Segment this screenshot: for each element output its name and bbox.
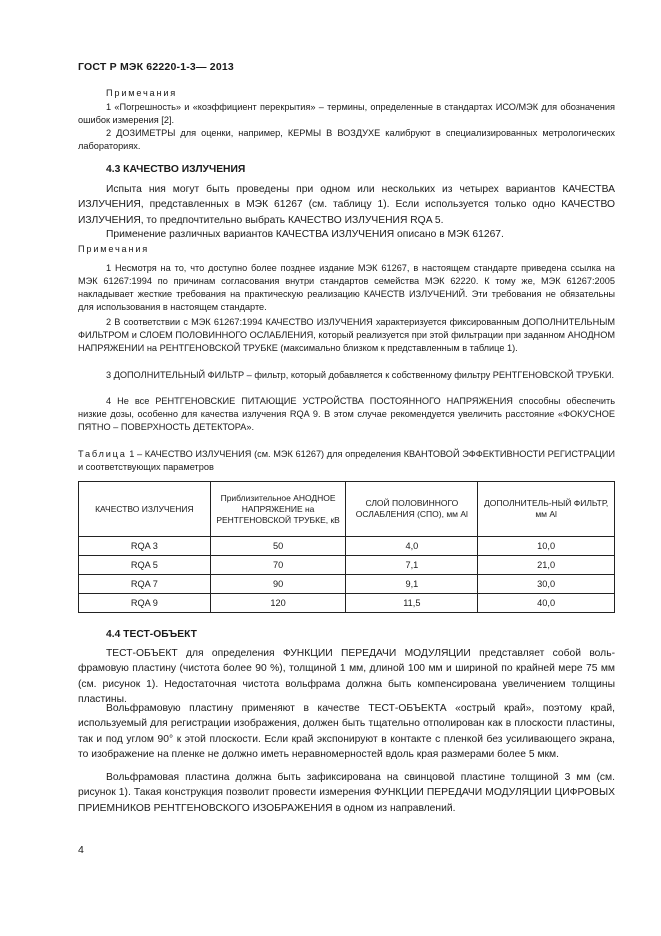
table-cell: 4,0 [346, 537, 478, 556]
radiation-quality-table [78, 481, 615, 613]
table-cell: 40,0 [478, 594, 615, 613]
table-header-row [79, 482, 615, 537]
note-item: 1 Несмотря на то, что доступно более позднее издание МЭК 61267, в настоящем стандарте приведена ссылка на МЭК 61267:1994 по причинам согласования внутри стандартов семейства МЭК 62220. К тому же, МЭК 61267:2005 накладывает жесткие требования на практическую реализацию КАЧЕСТВ ИЗЛУЧЕНИЙ. Эти требования не обязательны для использования в настоящем стандарте. [78, 263, 615, 312]
column-header: КАЧЕСТВО ИЗЛУЧЕНИЯ [79, 482, 211, 537]
section-heading: 4.4 ТЕСТ-ОБЪЕКТ [106, 629, 197, 640]
table-row [79, 594, 615, 613]
column-header: Приблизительное АНОДНОЕ НАПРЯЖЕНИЕ на РЕНТГЕНОВСКОЙ ТРУБКЕ, кВ [210, 482, 346, 537]
note-item: 4 Не все РЕНТГЕНОВСКИЕ ПИТАЮЩИЕ УСТРОЙСТВА ПОСТОЯННОГО НАПРЯЖЕНИЯ способны обеспечить низкие дозы, особенно для качества излучения RQA 9. В этом случае рекомендуется увеличить расстояние «ФОКУСНОЕ ПЯТНО – ПОВЕРХНОСТЬ ДЕТЕКТОРА». [78, 396, 615, 432]
table-cell: RQA 7 [79, 575, 211, 594]
table-cell: 11,5 [346, 594, 478, 613]
page-number: 4 [78, 844, 84, 856]
table-cell: 7,1 [346, 556, 478, 575]
table-row [79, 556, 615, 575]
paragraph: Применение различных вариантов КАЧЕСТВА ИЗЛУЧЕНИЯ описано в МЭК 61267. [106, 229, 504, 240]
table-caption-label: Таблица [78, 449, 127, 459]
table-caption-text: 1 – КАЧЕСТВО ИЗЛУЧЕНИЯ (см. МЭК 61267) для определения КВАНТОВОЙ ЭФФЕКТИВНОСТИ РЕГИСТРАЦИИ и соответствующих параметров [78, 449, 615, 472]
table-cell: 9,1 [346, 575, 478, 594]
table-cell: 21,0 [478, 556, 615, 575]
note-item: 2 В соответствии с МЭК 61267:1994 КАЧЕСТВО ИЗЛУЧЕНИЯ характеризуется фиксированным ДОПОЛНИТЕЛЬНЫМ ФИЛЬТРОМ и СЛОЕМ ПОЛОВИННОГО ОСЛАБЛЕНИЯ, который реализуется при этой фильтрации при заданном АНОДНОМ НАПРЯЖЕНИИ на РЕНТГЕНОВСКОЙ ТРУБКЕ (максимально близком к представленным в таблице 1). [78, 317, 615, 353]
table-cell: RQA 9 [79, 594, 211, 613]
notes-heading: Примечания [106, 88, 178, 98]
section-heading: 4.3 КАЧЕСТВО ИЗЛУЧЕНИЯ [106, 164, 246, 175]
notes-heading: Примечания [78, 244, 150, 254]
paragraph: ТЕСТ-ОБЪЕКТ для определения ФУНКЦИИ ПЕРЕДАЧИ МОДУЛЯЦИИ представляет собой вольфрамовую пластину (чистота более 90 %), толщиной 1 мм, длиной 100 мм и шириной по крайней мере 75 мм (см. рисунок 1). Недостаточная чистота вольфрама должна быть компенсирована увеличением толщины пластины. [78, 648, 615, 706]
paragraph: Вольфрамовую пластину применяют в качестве ТЕСТ-ОБЪЕКТА «острый край», поэтому край, используемый для регистрации изображения, должен быть тщательно отполирован как в плоскости пластины, так и под углом 90° к этой плоскости. Если край экспонируют в контакте с пленкой без усиливающего экрана, то изображение на пленке не должно иметь неравномерностей вдоль края размерами более 5 мкм. [78, 703, 615, 761]
table-cell: 50 [210, 537, 346, 556]
note-item: 1 «Погрешность» и «коэффициент перекрытия» – термины, определенные в стандартах ИСО/МЭК для обозначения ошибок измерения [2]. [78, 102, 615, 125]
table-cell: 30,0 [478, 575, 615, 594]
table-cell: 90 [210, 575, 346, 594]
table-cell: RQA 5 [79, 556, 211, 575]
table-cell: 70 [210, 556, 346, 575]
table-caption [78, 448, 615, 474]
table-row [79, 575, 615, 594]
note-item: 2 ДОЗИМЕТРЫ для оценки, например, КЕРМЫ В ВОЗДУХЕ калибруют в специализированных метрологических лабораториях. [78, 128, 615, 151]
note-item: 3 ДОПОЛНИТЕЛЬНЫЙ ФИЛЬТР – фильтр, который добавляется к собственному фильтру РЕНТГЕНОВСКОЙ ТРУБКИ. [106, 370, 615, 380]
column-header: ДОПОЛНИТЕЛЬ-НЫЙ ФИЛЬТР, мм Al [478, 482, 615, 537]
paragraph: Вольфрамовая пластина должна быть зафиксирована на свинцовой пластине толщиной 3 мм (см. рисунок 1). Такая конструкция позволит провести измерения ФУНКЦИИ ПЕРЕДАЧИ МОДУЛЯЦИИ ЦИФРОВЫХ ПРИЕМНИКОВ РЕНТГЕНОВСКОГО ИЗОБРАЖЕНИЯ в одном из направлений. [78, 772, 615, 814]
column-header: СЛОЙ ПОЛОВИННОГО ОСЛАБЛЕНИЯ (СПО), мм Al [346, 482, 478, 537]
document-header: ГОСТ Р МЭК 62220-1-3— 2013 [78, 61, 234, 73]
table-row [79, 537, 615, 556]
paragraph: Испыта ния могут быть проведены при одном или нескольких из четырех вариантов КАЧЕСТВА ИЗЛУЧЕНИЯ, представленных в МЭК 61267 (см. таблицу 1). Если используется только одно КАЧЕСТВО ИЗЛУЧЕНИЯ, то предпочтительно выбрать КАЧЕСТВО ИЗЛУЧЕНИЯ RQA 5. [78, 184, 615, 226]
table-cell: 10,0 [478, 537, 615, 556]
table-cell: 120 [210, 594, 346, 613]
table-cell: RQA 3 [79, 537, 211, 556]
